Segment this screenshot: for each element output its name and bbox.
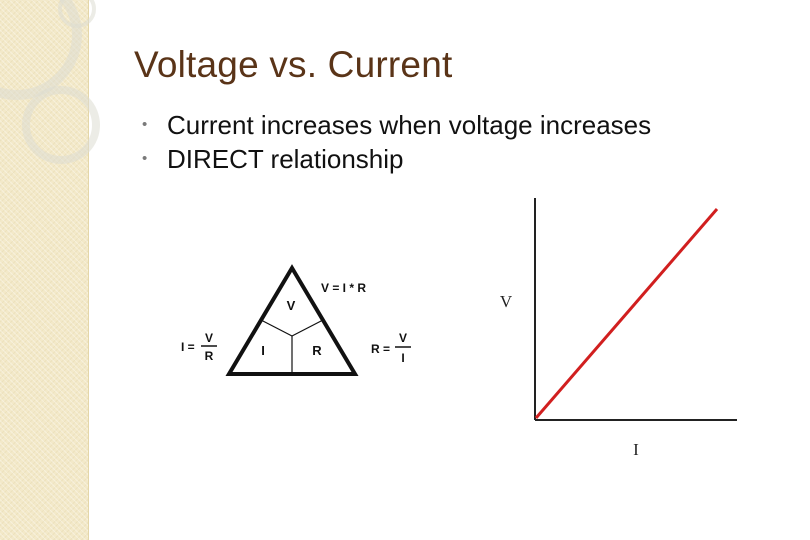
formula-v-equals-ir: V = I * R — [321, 281, 367, 295]
x-axis-label: I — [633, 440, 639, 459]
bullet-dot-icon: • — [142, 150, 148, 167]
triangle-label-r: R — [312, 343, 322, 358]
formula-i-numerator: V — [204, 331, 214, 345]
triangle-label-i: I — [261, 343, 265, 358]
formula-r-denominator: I — [401, 351, 405, 365]
bullet-text: Current increases when voltage increases — [167, 110, 652, 140]
bullet-text: DIRECT relationship — [167, 144, 404, 174]
slide-title: Voltage vs. Current — [134, 44, 453, 85]
bullet-list — [142, 108, 651, 176]
formula-i-denominator: R — [204, 349, 214, 363]
y-axis-label: V — [499, 292, 513, 311]
bullet-item — [142, 142, 651, 176]
bullet-dot-icon: • — [142, 116, 148, 133]
triangle-divider — [261, 320, 292, 336]
ohms-law-triangle — [165, 246, 425, 426]
voltage-current-graph — [490, 192, 750, 462]
triangle-label-v: V — [286, 298, 296, 313]
formula-r-numerator: V — [398, 331, 408, 345]
formula-i-lhs: I = — [181, 340, 195, 354]
decorative-ring — [22, 86, 100, 164]
series-line — [536, 209, 717, 418]
formula-r-lhs: R = — [371, 342, 391, 356]
triangle-divider — [292, 320, 323, 336]
bullet-item — [142, 108, 651, 142]
